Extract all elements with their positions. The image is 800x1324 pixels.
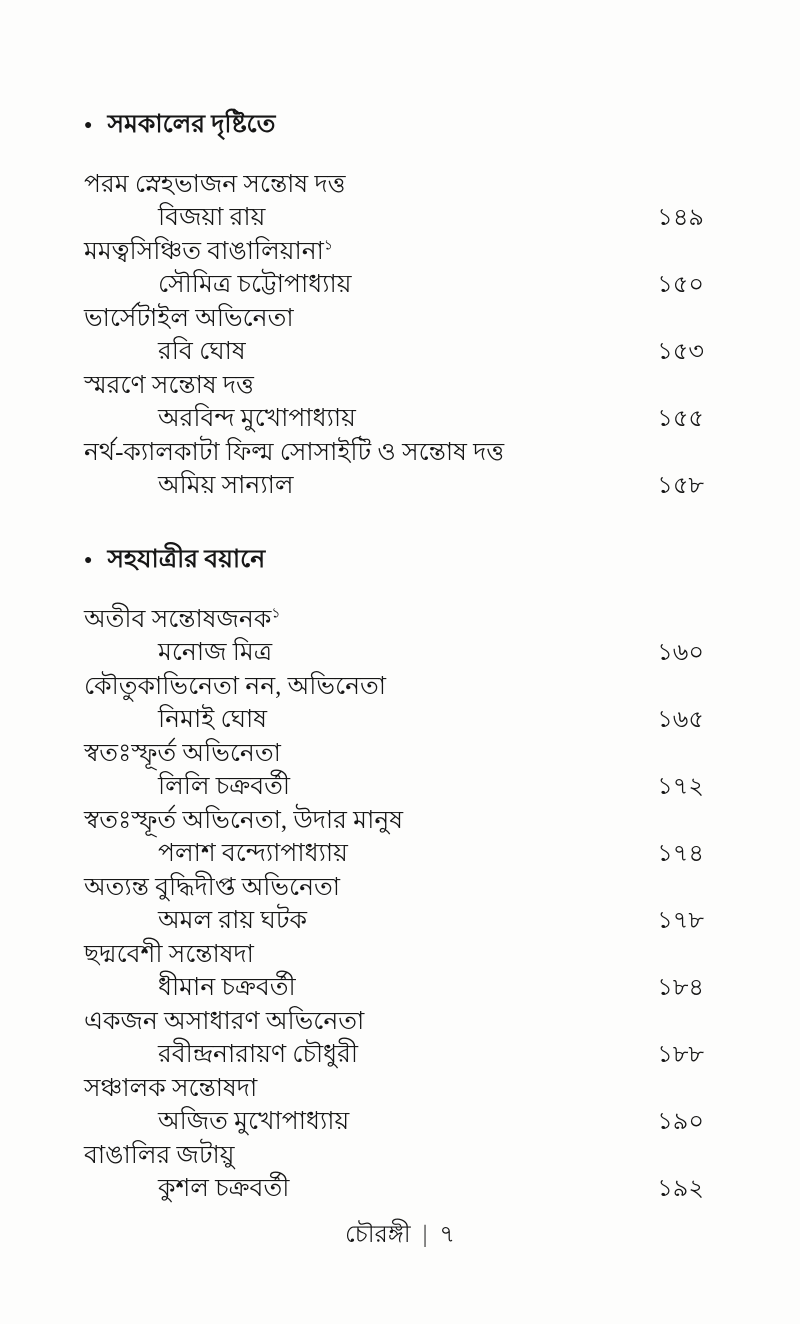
toc-entry xyxy=(84,871,704,938)
toc-entry xyxy=(84,1072,704,1139)
entry-page-number: ১৭৪ xyxy=(657,841,704,867)
entry-author: অজিত মুখোপাধ্যায় xyxy=(158,1108,350,1135)
entry-page-number: ১৫৩ xyxy=(657,339,704,365)
toc-entry xyxy=(84,603,704,670)
entry-page-number: ১৬৫ xyxy=(657,707,704,733)
entry-page-number: ১৬০ xyxy=(657,640,704,666)
entry-author: মনোজ মিত্র xyxy=(158,639,273,666)
page-footer xyxy=(0,1218,800,1252)
toc-entry xyxy=(84,369,704,436)
toc-entry xyxy=(84,737,704,804)
entry-title xyxy=(84,670,704,703)
entry-title xyxy=(84,804,704,837)
section-header xyxy=(84,543,704,577)
entry-author-page-row xyxy=(84,703,704,737)
entry-page-number: ১৭৮ xyxy=(657,908,704,934)
entry-title-text: একজন অসাধারণ অভিনেতা xyxy=(84,1008,365,1035)
entry-title xyxy=(84,938,704,971)
bullet-icon: ● xyxy=(84,553,93,568)
entry-title xyxy=(84,1072,704,1105)
entry-page-number: ১৯০ xyxy=(657,1109,704,1135)
entry-title xyxy=(84,302,704,335)
entry-author: নিমাই ঘোষ xyxy=(158,706,268,733)
section-header-label: সহযাত্রীর বয়ানে xyxy=(107,546,266,573)
toc-section xyxy=(84,108,704,503)
entry-author: কুশল চক্রবর্তী xyxy=(158,1175,290,1202)
entry-author: রবীন্দ্রনারায়ণ চৌধুরী xyxy=(158,1041,359,1068)
toc-entry xyxy=(84,670,704,737)
entry-page-number: ১৮৮ xyxy=(657,1042,704,1068)
entry-author-page-row xyxy=(84,636,704,670)
toc-content xyxy=(84,108,704,1206)
entry-author-page-row xyxy=(84,402,704,436)
entry-author-page-row xyxy=(84,201,704,235)
entry-page-number: ১৪৯ xyxy=(657,205,704,231)
toc-entry xyxy=(84,1005,704,1072)
entry-author-page-row xyxy=(84,904,704,938)
entry-title-text: স্বতঃস্ফূর্ত অভিনেতা, উদার মানুষ xyxy=(84,807,404,834)
entry-title xyxy=(84,737,704,770)
entry-author: অমিয় সান্যাল xyxy=(158,472,294,499)
entry-title-text: ভার্সেটাইল অভিনেতা xyxy=(84,305,294,332)
entry-author: সৌমিত্র চট্টোপাধ্যায় xyxy=(158,271,352,298)
section-header xyxy=(84,108,704,142)
entry-title-text: স্মরণে সন্তোষ দত্ত xyxy=(84,372,254,399)
entry-author-page-row xyxy=(84,335,704,369)
entry-title-text: স্বতঃস্ফূর্ত অভিনেতা xyxy=(84,740,281,767)
entry-author-page-row xyxy=(84,971,704,1005)
toc-entry xyxy=(84,938,704,1005)
entry-author-page-row xyxy=(84,268,704,302)
entry-title xyxy=(84,1139,704,1172)
toc-entry xyxy=(84,235,704,302)
entry-page-number: ১৫৮ xyxy=(657,473,704,499)
entry-title-text: কৌতুকাভিনেতা নন, অভিনেতা xyxy=(84,673,387,700)
entry-title-text: পরম স্নেহভাজন সন্তোষ দত্ত xyxy=(84,171,346,198)
entry-page-number: ১৫৫ xyxy=(657,406,704,432)
toc-entry xyxy=(84,1139,704,1206)
toc-entry-list xyxy=(84,603,704,1206)
entry-title-text: নর্থ-ক্যালকাটা ফিল্ম সোসাইটি ও সন্তোষ দত্ত xyxy=(84,439,505,466)
section-header-label: সমকালের দৃষ্টিতে xyxy=(107,111,276,138)
toc-entry xyxy=(84,302,704,369)
entry-title xyxy=(84,603,704,636)
entry-title xyxy=(84,871,704,904)
toc-section xyxy=(84,543,704,1206)
entry-title xyxy=(84,1005,704,1038)
entry-author: পলাশ বন্দ্যোপাধ্যায় xyxy=(158,840,348,867)
book-title: চৌরঙ্গী xyxy=(345,1222,411,1248)
entry-title-text: সঞ্চালক সন্তোষদা xyxy=(84,1075,258,1102)
entry-title xyxy=(84,168,704,201)
entry-title-text: অত্যন্ত বুদ্ধিদীপ্ত অভিনেতা xyxy=(84,874,341,901)
entry-author-page-row xyxy=(84,770,704,804)
entry-author: বিজয়া রায় xyxy=(158,204,266,231)
entry-page-number: ১৫০ xyxy=(657,272,704,298)
toc-entry-list xyxy=(84,168,704,503)
entry-author: অমল রায় ঘটক xyxy=(158,907,307,934)
footnote-marker: ১ xyxy=(271,606,281,622)
entry-title xyxy=(84,369,704,402)
toc-entry xyxy=(84,804,704,871)
folio-page-number: ৭ xyxy=(439,1222,455,1248)
entry-author-page-row xyxy=(84,1172,704,1206)
entry-author-page-row xyxy=(84,837,704,871)
entry-title xyxy=(84,436,704,469)
toc-entry xyxy=(84,168,704,235)
toc-entry xyxy=(84,436,704,503)
entry-title-text: বাঙালির জটায়ু xyxy=(84,1142,235,1169)
entry-author: লিলি চক্রবর্তী xyxy=(158,773,291,800)
footnote-marker: ১ xyxy=(323,238,333,254)
entry-page-number: ১৭২ xyxy=(657,774,704,800)
entry-author-page-row xyxy=(84,469,704,503)
entry-title-text: ছদ্মবেশী সন্তোষদা xyxy=(84,941,254,968)
bullet-icon: ● xyxy=(84,118,93,133)
footer-separator: | xyxy=(422,1222,428,1248)
entry-author: রবি ঘোষ xyxy=(158,338,246,365)
entry-title-text: মমত্বসিঞ্চিত বাঙালিয়ানা xyxy=(84,238,324,265)
entry-page-number: ১৮৪ xyxy=(657,975,704,1001)
entry-author: ধীমান চক্রবর্তী xyxy=(158,974,296,1001)
entry-author-page-row xyxy=(84,1105,704,1139)
entry-title xyxy=(84,235,704,268)
entry-page-number: ১৯২ xyxy=(657,1176,704,1202)
entry-title-text: অতীব সন্তোষজনক xyxy=(84,606,272,633)
entry-author-page-row xyxy=(84,1038,704,1072)
entry-author: অরবিন্দ মুখোপাধ্যায় xyxy=(158,405,356,432)
